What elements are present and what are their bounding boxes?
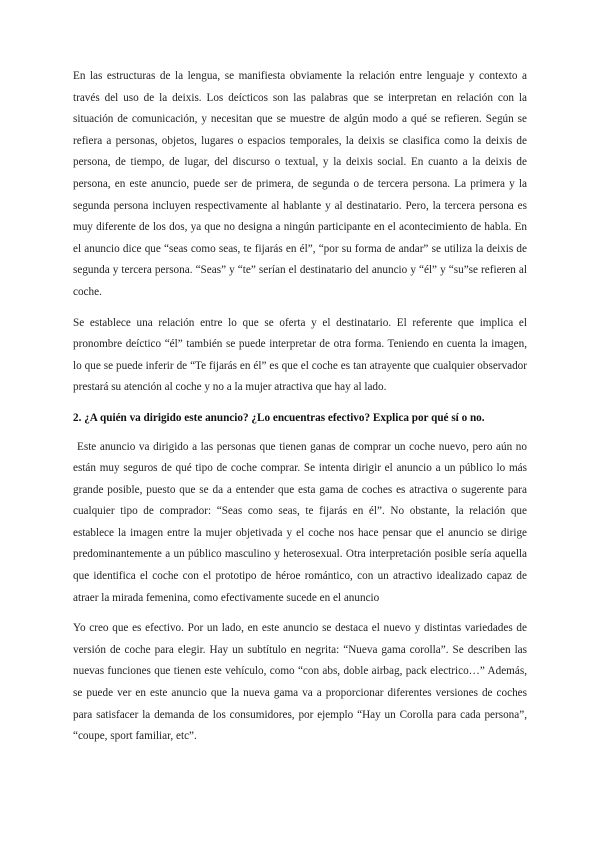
document-body — [73, 66, 527, 748]
question-heading: 2. ¿A quién va dirigido este anuncio? ¿Lo encuentras efectivo? Explica por qué sí o no. — [73, 411, 485, 424]
paragraph-referent: Se establece una relación entre lo que se oferta y el destinatario. El referente que implica el pronombre deíctico “él” también se puede interpretar de otra forma. Teniendo en cuenta la imagen, lo que se puede inferir de “Te fijarás en él” es que el coche es tan atrayente que cualquier observador prestará su atención al coche y no a la mujer atractiva que hay al lado. — [73, 316, 527, 394]
paragraph-deixis-intro: En las estructuras de la lengua, se manifiesta obviamente la relación entre lenguaje y contexto a través del uso de la deixis. Los deícticos son las palabras que se interpretan en relación con la situación de comunicación, y necesitan que se muestre de algún modo a qué se refieren. Según se refiera a personas, objetos, lugares o espacios temporales, la deixis se clasifica como la deixis de persona, de tiempo, de lugar, del discurso o textual, y la deixis social. En cuanto a la deixis de persona, en este anuncio, puede ser de primera, de segunda o de tercera persona. La primera y la segunda persona incluyen respectivamente al hablante y al destinatario. Pero, la tercera persona es muy diferente de los dos, ya que no designa a ningún participante en el acontecimiento de habla. En el anuncio dice que “seas como seas, te fijarás en él”, “por su forma de andar” se utiliza la deixis de segunda y tercera persona. “Seas” y “te” serían el destinatario del anuncio y “él” y “su”se refieren al coche. — [73, 70, 527, 298]
paragraph-audience: Este anuncio va dirigido a las personas que tienen ganas de comprar un coche nuevo, pero aún no están muy seguros de qué tipo de coche comprar. Se intenta dirigir el anuncio a un público lo más grande posible, puesto que se da a entender que esta gama de coches es atractiva o sugerente para cualquier tipo de comprador: “Seas como seas, te fijarás en él”. No obstante, la relación que establece la imagen entre la mujer objetivada y el coche nos hace pensar que el anuncio se dirige predominantemente a un público masculino y heterosexual. Otra interpretación posible sería aquella que identifica el coche con el prototipo de héroe romántico, con un atractivo idealizado capaz de atraer la mirada femenina, como efectivamente sucede en el anuncio — [73, 440, 527, 604]
paragraph-effectiveness: Yo creo que es efectivo. Por un lado, en este anuncio se destaca el nuevo y distintas variedades de versión de coche para elegir. Hay un subtítulo en negrita: “Nueva gama corolla”. Se describen las nuevas funciones que tienen este vehículo, como “con abs, doble airbag, pack electrico…” Además, se puede ver en este anuncio que la nueva gama va a proporcionar diferentes versiones de coches para satisfacer la demanda de los consumidores, por ejemplo “Hay un Corolla para cada persona”, “coupe, sport familiar, etc”. — [73, 622, 527, 743]
